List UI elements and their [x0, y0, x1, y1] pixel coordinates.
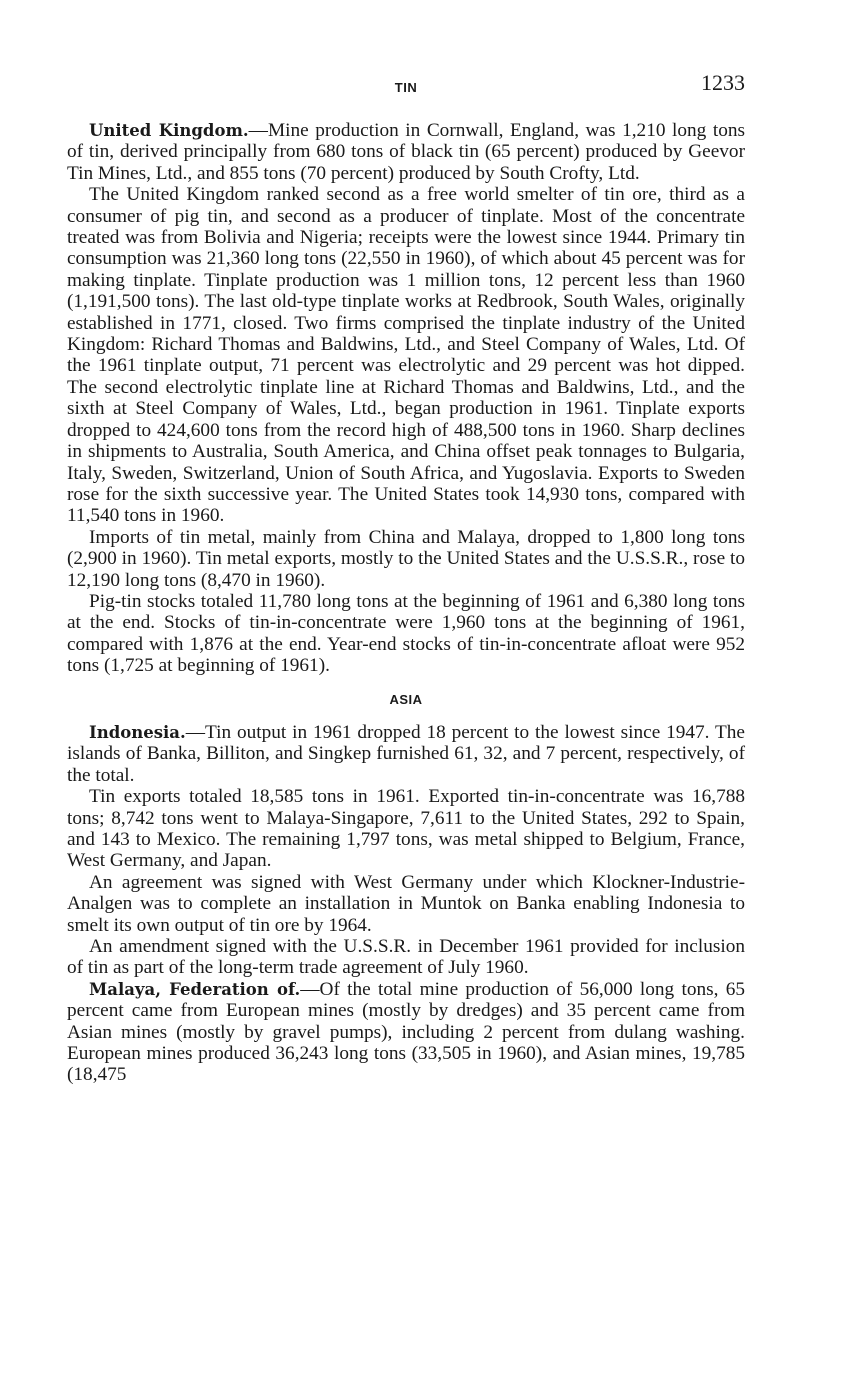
page-number: 1233 [701, 70, 745, 95]
indonesia-paragraph-1 [67, 722, 745, 786]
malaya-paragraph-1 [67, 979, 745, 1086]
uk-paragraph-1-text: —Mine production in Cornwall, England, was 1,210 long tons of tin, derived principally from 680 tons of black tin (65 percent) produced by Geevor Tin Mines, Ltd., and 855 tons (70 percent) produced by South Crofty, Ltd. [67, 120, 745, 184]
uk-runin-heading: United Kingdom. [89, 121, 249, 140]
section-heading-asia: ASIA [389, 691, 423, 707]
body-text [67, 120, 745, 1086]
indonesia-paragraph-4: An amendment signed with the U.S.S.R. in December 1961 provided for inclusion of tin as part of the long-term trade agreement of July 1960. [67, 936, 745, 979]
malaya-runin-heading: Malaya, Federation of. [89, 979, 301, 999]
indonesia-paragraph-3: An agreement was signed with West Germany under which Klockner-Industrie-Analgen was to complete an installation in Muntok on Banka enabling Indonesia to smelt its own output of tin ore by 1964. [67, 871, 745, 936]
page [67, 70, 745, 1086]
indonesia-paragraph-1-text: —Tin output in 1961 dropped 18 percent to the lowest since 1947. The islands of Banka, Billiton, and Singkep furnished 61, 32, and 7 percent, respectively, of the total. [67, 721, 745, 786]
uk-paragraph-1 [67, 120, 745, 184]
uk-paragraph-4: Pig-tin stocks totaled 11,780 long tons at the beginning of 1961 and 6,380 long tons at the end. Stocks of tin-in-concentrate were 1,960 tons at the beginning of 1961, compared with 1,876 at the end. Year-end stocks of tin-in-concentrate afloat were 952 tons (1,725 at beginning of 1961). [67, 590, 745, 677]
uk-paragraph-2: The United Kingdom ranked second as a free world smelter of tin ore, third as a consumer of pig tin, and second as a producer of tinplate. Most of the concentrate treated was from Bolivia and Nigeria; receipts were the lowest since 1944. Primary tin consumption was 21,360 long tons (22,550 in 1960), of which about 45 percent was for making tinplate. Tinplate production was 1 million tons, 12 percent less than 1960 (1,191,500 tons). The last old-type tinplate works at Redbrook, South Wales, originally established in 1771, closed. Two firms comprised the tinplate industry of the United Kingdom: Richard Thomas and Baldwins, Ltd., and Steel Company of Wales, Ltd. Of the 1961 tinplate output, 71 percent was electrolytic and 29 percent was hot dipped. The second electrolytic tinplate line at Richard Thomas and Baldwins, Ltd., and the sixth at Steel Company of Wales, Ltd., began production in 1961. Tinplate exports dropped to 424,600 tons from the record high of 488,500 tons in 1960. Sharp declines in shipments to Australia, South America, and China offset peak tonnages to Bulgaria, Italy, Sweden, Switzerland, Union of South Africa, and Yugoslavia. Exports to Sweden rose for the sixth successive year. The United States took 14,930 tons, compared with 11,540 tons in 1960. [67, 184, 745, 527]
indonesia-runin-heading: Indonesia. [89, 722, 186, 742]
uk-paragraph-3: Imports of tin metal, mainly from China and Malaya, dropped to 1,800 long tons (2,900 in 1960). Tin metal exports, mostly to the United States and the U.S.S.R., rose to 12,190 long tons (8,470 in 1960). [67, 526, 745, 591]
running-title: TIN [394, 80, 418, 95]
running-head [67, 70, 745, 100]
malaya-paragraph-1-text: —Of the total mine production of 56,000 long tons, 65 percent came from European mines (mostly by dredges) and 35 percent came from Asian mines (mostly by gravel pumps), including 2 percent from dulang washing. European mines produced 36,243 long tons (33,505 in 1960), and Asian mines, 19,785 (18,475 [67, 978, 745, 1086]
indonesia-paragraph-2: Tin exports totaled 18,585 tons in 1961. Exported tin-in-concentrate was 16,788 tons; 8,742 tons went to Malaya-Singapore, 7,611 to the United States, 292 to Spain, and 143 to Mexico. The remaining 1,797 tons, was metal shipped to Belgium, France, West Germany, and Japan. [67, 786, 745, 872]
